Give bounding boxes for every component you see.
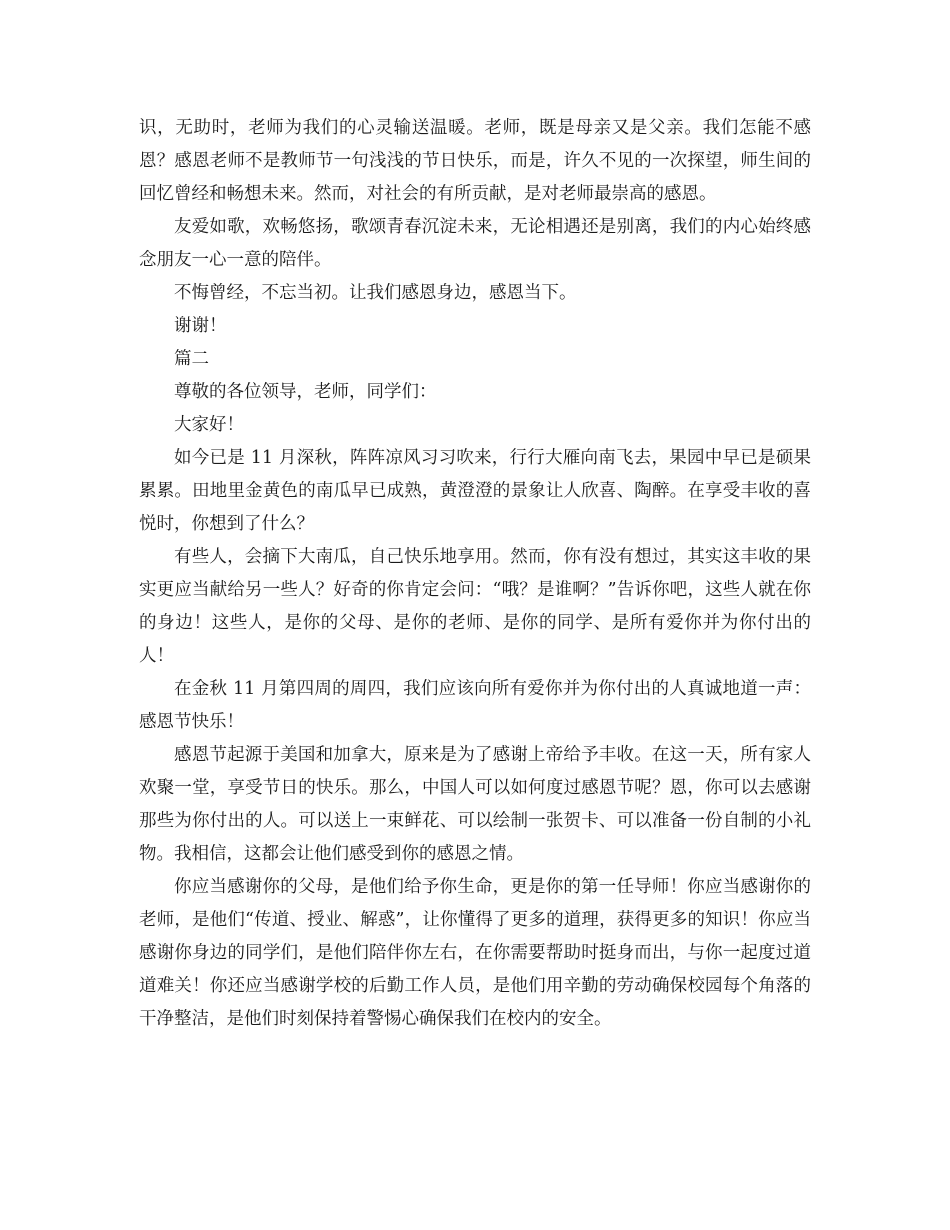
paragraph: 不悔曾经，不忘当初。让我们感恩身边，感恩当下。 [174, 283, 577, 303]
salutation: 尊敬的各位领导，老师，同学们： [174, 382, 437, 402]
paragraph: 识，无助时，老师为我们的心灵输送温暖。老师，既是母亲又是父亲。我们怎能不感恩？感恩老师不是教师节一句浅浅的节日快乐，而是，许久不见的一次探望，师生间的回忆曾经和畅想未来。然而，对社会的有所贡献，是对老师最崇高的感恩。 [139, 118, 811, 204]
paragraph: 谢谢！ [174, 316, 227, 336]
paragraph: 如今已是 11 月深秋，阵阵凉风习习吹来，行行大雁向南飞去，果园中早已是硕果累累。田地里金黄色的南瓜早已成熟，黄澄澄的景象让人欣喜、陶醉。在享受丰收的喜悦时，你想到了什么？ [139, 448, 811, 534]
paragraph: 有些人，会摘下大南瓜，自己快乐地享用。然而，你有没有想过，其实这丰收的果实更应当献给另一些人？好奇的你肯定会问：“哦？是谁啊？”告诉你吧，这些人就在你的身边！这些人，是你的父母、是你的老师、是你的同学、是所有爱你并为你付出的人！ [139, 547, 811, 666]
section-heading: 篇二 [174, 349, 209, 369]
paragraph: 在金秋 11 月第四周的周四，我们应该向所有爱你并为你付出的人真诚地道一声：感恩节快乐！ [139, 679, 811, 732]
greeting: 大家好！ [174, 415, 244, 435]
paragraph: 感恩节起源于美国和加拿大，原来是为了感谢上帝给予丰收。在这一天，所有家人欢聚一堂，享受节日的快乐。那么，中国人可以如何度过感恩节呢？恩，你可以去感谢那些为你付出的人。可以送上一束鲜花、可以绘制一张贺卡、可以准备一份自制的小礼物。我相信，这都会让他们感受到你的感恩之情。 [139, 745, 811, 864]
paragraph: 你应当感谢你的父母，是他们给予你生命，更是你的第一任导师！你应当感谢你的老师，是他们“传道、授业、解惑”，让你懂得了更多的道理，获得更多的知识！你应当感谢你身边的同学们，是他们陪伴你左右，在你需要帮助时挺身而出，与你一起度过道道难关！你还应当感谢学校的后勤工作人员，是他们用辛勤的劳动确保校园每个角落的干净整洁，是他们时刻保持着警惕心确保我们在校内的安全。 [139, 877, 811, 1029]
paragraph: 友爱如歌，欢畅悠扬，歌颂青春沉淀未来，无论相遇还是别离，我们的内心始终感念朋友一心一意的陪伴。 [139, 217, 811, 270]
document-body [139, 112, 811, 1036]
